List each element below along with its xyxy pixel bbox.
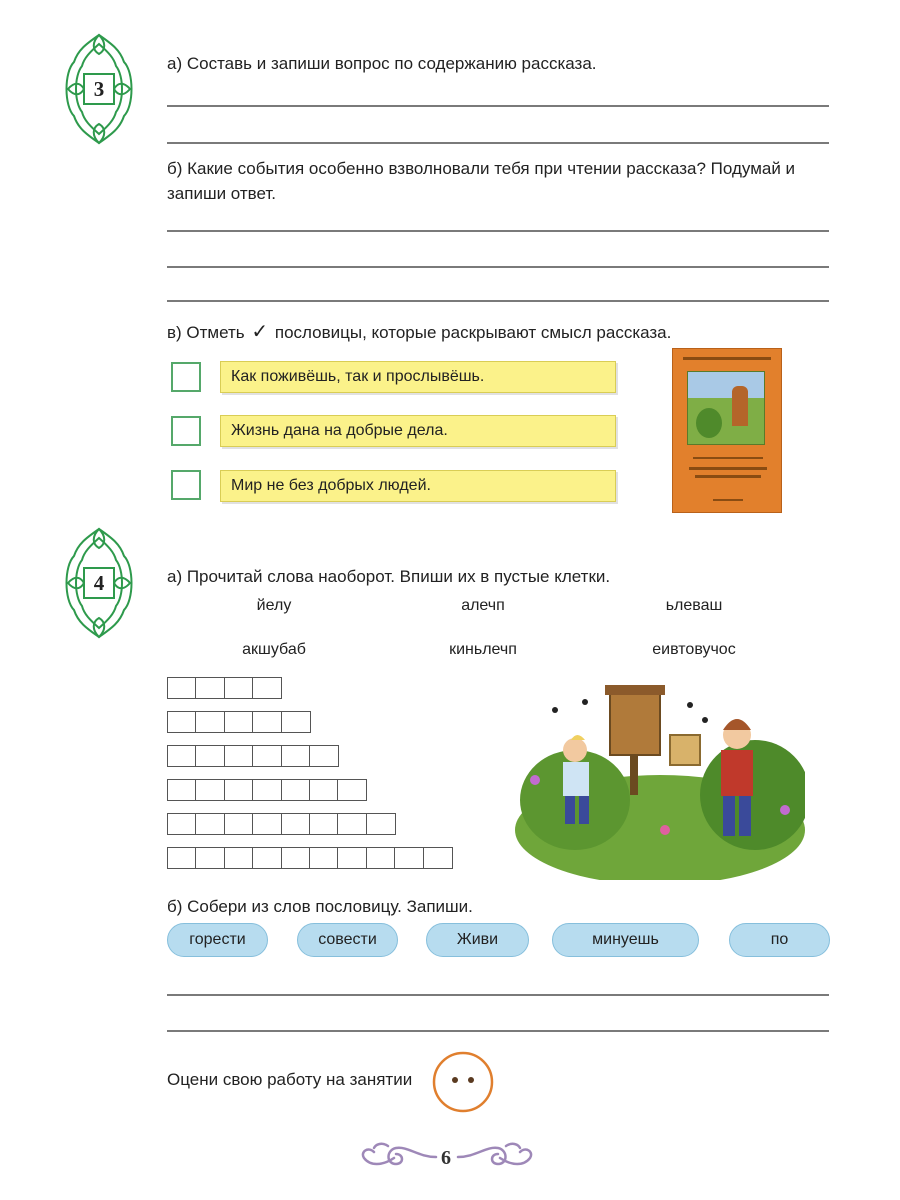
letter-cell[interactable] — [167, 677, 197, 699]
letter-cell[interactable] — [224, 711, 254, 733]
word-chip-1[interactable]: горести — [167, 923, 268, 957]
task-number: 3 — [93, 77, 105, 101]
letter-cell[interactable] — [366, 847, 396, 869]
letter-cell[interactable] — [224, 779, 254, 801]
reversed-word: ьлеваш — [665, 597, 723, 614]
task-4a-text: а) Прочитай слова наоборот. Впиши их в пустые клетки. — [167, 567, 611, 586]
checkmark-icon: ✓ — [251, 321, 269, 343]
reversed-word: алечп — [461, 597, 505, 614]
task-3-badge — [62, 32, 136, 146]
letter-cell[interactable] — [195, 779, 225, 801]
word-chip-2[interactable]: совести — [297, 923, 398, 957]
letter-cell[interactable] — [337, 779, 367, 801]
reversed-word: еивтовучос — [652, 641, 736, 658]
task-3c-text — [167, 318, 671, 347]
letter-cell[interactable] — [337, 847, 367, 869]
letter-cell[interactable] — [394, 847, 424, 869]
letter-cell[interactable] — [281, 745, 311, 767]
letter-cell[interactable] — [224, 847, 254, 869]
task-3b-text-line2: запиши ответ. — [167, 184, 277, 203]
letter-cell[interactable] — [224, 745, 254, 767]
proverb-option-3: Мир не без добрых людей. — [220, 470, 616, 502]
letter-cell[interactable] — [281, 711, 311, 733]
letter-cell[interactable] — [167, 711, 197, 733]
page-ornament-left-icon — [358, 1140, 438, 1174]
reversed-word: акшубаб — [242, 641, 306, 658]
letter-cell[interactable] — [252, 711, 282, 733]
letter-cell[interactable] — [195, 847, 225, 869]
letter-cell[interactable] — [167, 779, 197, 801]
page-number: 6 — [441, 1147, 451, 1169]
letter-cell[interactable] — [281, 847, 311, 869]
reversed-word: йелу — [256, 597, 292, 614]
letter-cell[interactable] — [167, 847, 197, 869]
letter-cell[interactable] — [281, 813, 311, 835]
page-ornament-right-icon — [456, 1140, 536, 1174]
word-chip-5[interactable]: по — [729, 923, 830, 957]
letter-grid-row — [167, 779, 366, 801]
letter-cell[interactable] — [167, 745, 197, 767]
answer-line[interactable] — [167, 994, 829, 996]
letter-cell[interactable] — [252, 677, 282, 699]
word-chip-4[interactable]: минуешь — [552, 923, 699, 957]
task-4-badge — [62, 526, 136, 640]
task-4b-text: б) Собери из слов пословицу. Запиши. — [167, 897, 473, 916]
answer-line[interactable] — [167, 1030, 829, 1032]
letter-cell[interactable] — [423, 847, 453, 869]
letter-cell[interactable] — [337, 813, 367, 835]
proverb-checkbox-1[interactable] — [171, 362, 201, 392]
letter-cell[interactable] — [195, 745, 225, 767]
letter-grid-row — [167, 813, 394, 835]
letter-grid-row — [167, 745, 337, 767]
proverb-option-2: Жизнь дана на добрые дела. — [220, 415, 616, 447]
proverb-checkbox-2[interactable] — [171, 416, 201, 446]
letter-cell[interactable] — [252, 779, 282, 801]
task-3a-text: а) Составь и запиши вопрос по содержанию рассказа. — [167, 54, 597, 73]
answer-line[interactable] — [167, 142, 829, 144]
answer-line[interactable] — [167, 300, 829, 302]
letter-cell[interactable] — [167, 813, 197, 835]
letter-cell[interactable] — [195, 711, 225, 733]
letter-cell[interactable] — [195, 677, 225, 699]
task-3c-text-after: пословицы, которые раскрывают смысл рассказа. — [274, 323, 672, 342]
answer-line[interactable] — [167, 105, 829, 107]
task-3c-text-before: в) Отметь — [167, 323, 245, 342]
letter-grid-row — [167, 711, 309, 733]
beekeeping-illustration — [515, 680, 805, 880]
letter-cell[interactable] — [224, 813, 254, 835]
letter-cell[interactable] — [309, 847, 339, 869]
letter-cell[interactable] — [252, 847, 282, 869]
letter-cell[interactable] — [252, 745, 282, 767]
book-cover-image — [672, 348, 782, 513]
letter-cell[interactable] — [224, 677, 254, 699]
letter-cell[interactable] — [309, 813, 339, 835]
smiley-face-icon[interactable] — [431, 1050, 495, 1114]
word-chip-3[interactable]: Живи — [426, 923, 529, 957]
task-number: 4 — [93, 571, 105, 595]
answer-line[interactable] — [167, 266, 829, 268]
letter-grid-row — [167, 847, 451, 869]
task-3b-text-line1: б) Какие события особенно взволновали тебя при чтении рассказа? Подумай и — [167, 159, 796, 178]
letter-cell[interactable] — [281, 779, 311, 801]
reversed-word: киньлечп — [449, 641, 517, 658]
letter-grid-row — [167, 677, 281, 699]
proverb-checkbox-3[interactable] — [171, 470, 201, 500]
letter-cell[interactable] — [195, 813, 225, 835]
letter-cell[interactable] — [252, 813, 282, 835]
proverb-option-1: Как поживёшь, так и прослывёшь. — [220, 361, 616, 393]
letter-cell[interactable] — [309, 745, 339, 767]
letter-cell[interactable] — [366, 813, 396, 835]
letter-cell[interactable] — [309, 779, 339, 801]
self-assessment-text: Оцени свою работу на занятии — [167, 1070, 413, 1089]
answer-line[interactable] — [167, 230, 829, 232]
